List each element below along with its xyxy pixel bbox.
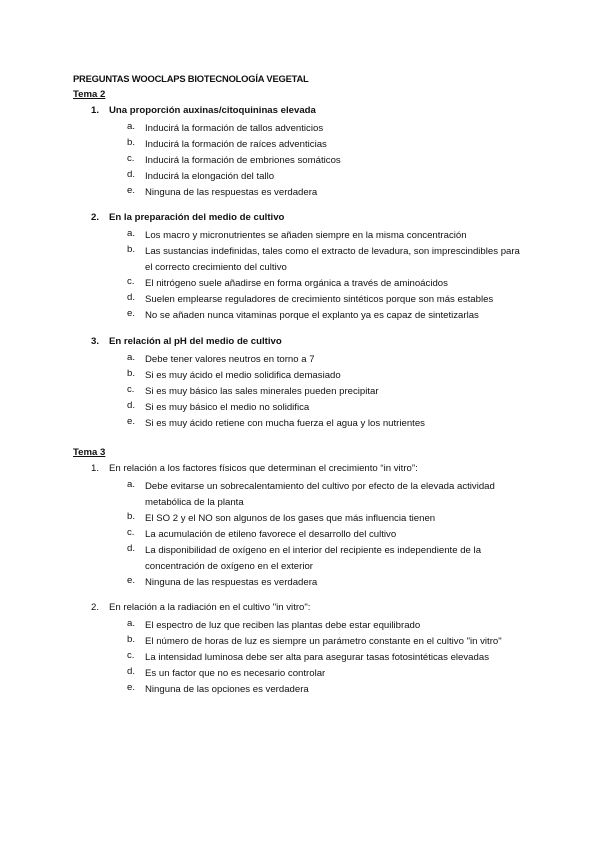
question-text: En relación al pH del medio de cultivo [109,336,282,347]
option-text: No se añaden nunca vitaminas porque el explanto ya es capaz de sintetizarlas [145,310,479,321]
option-text: Ninguna de las opciones es verdadera [145,684,309,695]
option-text: Si es muy básico las sales minerales pueden precipitar [145,386,379,397]
option-text: Inducirá la formación de tallos adventicios [145,123,324,134]
question-number: 1. [91,463,100,474]
option-letter: c. [127,384,135,395]
option-text: Debe evitarse un sobrecalentamiento del cultivo por efecto de la elevada actividad metabólica de la planta [145,481,495,508]
option-letter: e. [127,308,136,319]
option-text: Es un factor que no es necesario controlar [145,668,326,679]
option-letter: b. [127,137,136,148]
option-letter: d. [127,400,136,411]
option-text: Si es muy ácido el medio solidifica demasiado [145,370,341,381]
option-text: El número de horas de luz es siempre un parámetro constante en el cultivo "in vitro" [145,636,502,647]
section-heading-tema-3: Tema 3 [73,447,106,458]
option-letter: d. [127,169,136,180]
option-letter: d. [127,666,136,677]
section-heading-tema-2: Tema 2 [73,89,106,100]
option-text: Inducirá la elongación del tallo [145,171,275,182]
question-text: En relación a la radiación en el cultivo "in vitro": [109,602,311,613]
question-number: 1. [91,105,100,116]
option-text: El SO 2 y el NO son algunos de los gases que más influencia tienen [145,513,436,524]
option-letter: c. [127,650,135,661]
option-text: El espectro de luz que reciben las plantas debe estar equilibrado [145,620,421,631]
option-text: Si es muy ácido retiene con mucha fuerza el agua y los nutrientes [145,418,425,429]
option-letter: e. [127,575,136,586]
question-text: En relación a los factores físicos que determinan el crecimiento “in vitro”: [109,463,418,474]
question-number: 2. [91,602,100,613]
option-letter: e. [127,416,136,427]
option-letter: d. [127,292,136,303]
option-letter: c. [127,153,135,164]
option-letter: a. [127,228,136,239]
option-letter: b. [127,511,136,522]
option-text: Inducirá la formación de embriones somáticos [145,155,341,166]
option-letter: a. [127,121,136,132]
option-text: Suelen emplearse reguladores de crecimiento sintéticos porque son más estables [145,294,494,305]
option-letter: a. [127,618,136,629]
option-text: Ninguna de las respuestas es verdadera [145,187,318,198]
option-text: Si es muy básico el medio no solidifica [145,402,310,413]
option-letter: c. [127,276,135,287]
option-letter: b. [127,368,136,379]
option-letter: a. [127,352,136,363]
option-text: La intensidad luminosa debe ser alta para asegurar tasas fotosintéticas elevadas [145,652,489,663]
option-letter: b. [127,244,136,255]
question-text: En la preparación del medio de cultivo [109,212,285,223]
option-letter: a. [127,479,136,490]
option-text: Inducirá la formación de raíces adventicias [145,139,327,150]
document-title: PREGUNTAS WOOCLAPS BIOTECNOLOGÍA VEGETAL [73,73,309,84]
option-text: La disponibilidad de oxígeno en el interior del recipiente es independiente de la concentración de oxígeno en el exterior [145,545,482,572]
option-letter: b. [127,634,136,645]
option-text: Debe tener valores neutros en torno a 7 [145,354,315,365]
option-text: El nitrógeno suele añadirse en forma orgánica a través de aminoácidos [145,278,448,289]
option-text: La acumulación de etileno favorece el desarrollo del cultivo [145,529,397,540]
option-text: Ninguna de las respuestas es verdadera [145,577,318,588]
option-text: Las sustancias indefinidas, tales como el extracto de levadura, son imprescindibles para el correcto crecimiento del cultivo [145,246,520,273]
option-letter: e. [127,185,136,196]
question-number: 3. [91,336,100,347]
option-letter: d. [127,543,136,554]
option-letter: c. [127,527,135,538]
question-number: 2. [91,212,100,223]
option-text: Los macro y micronutrientes se añaden siempre en la misma concentración [145,230,467,241]
option-letter: e. [127,682,136,693]
question-text: Una proporción auxinas/citoquininas elevada [109,105,316,116]
